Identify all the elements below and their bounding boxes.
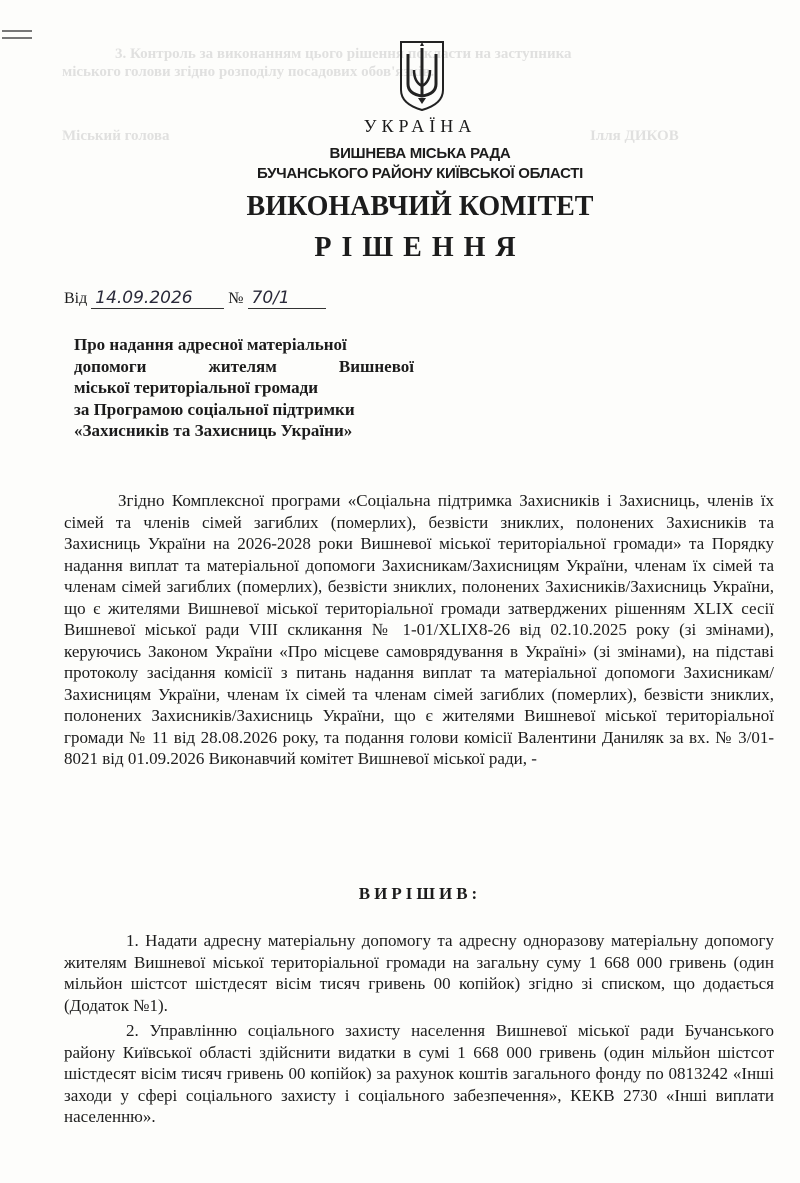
subject-line: Про надання адресної матеріальної bbox=[74, 335, 347, 354]
council-name: ВИШНЕВА МІСЬКА РАДА bbox=[329, 145, 511, 162]
document-type-title: РІШЕННЯ bbox=[314, 232, 526, 263]
date-label: Від bbox=[64, 290, 88, 307]
number-label: № bbox=[228, 290, 244, 307]
bleed-through-text: міського голови згідно розподілу посадових обов'язків. bbox=[62, 64, 435, 80]
resolved-heading: ВИРІШИВ: bbox=[358, 884, 482, 903]
subject-line: міської територіальної громади bbox=[74, 378, 318, 397]
bleed-through-text: Міський голова bbox=[62, 128, 170, 144]
scan-edge-mark bbox=[2, 30, 32, 32]
scan-edge-mark bbox=[2, 37, 32, 39]
bleed-through-text: Ілля ДИКОВ bbox=[590, 128, 679, 144]
coat-of-arms-trident-icon bbox=[398, 40, 446, 112]
handwritten-date: 14.09.2026 bbox=[91, 288, 224, 309]
date-number-line bbox=[64, 288, 326, 309]
resolution-item-1: 1. Надати адресну матеріальну допомогу та адресну одноразову матеріальну допомогу жителям Вишневої міської територіальної громади на загальну суму 1 668 000 гривень (один мільйон шістсот шістдесят вісім тисяч гривень 00 копійок) згідно зі списком, що додається (Додаток №1). bbox=[64, 931, 774, 1015]
resolution-item-2: 2. Управлінню соціального захисту населення Вишневої міської ради Бучанського району Київської області здійснити видатки в сумі 1 668 000 гривень (один мільйон шістсот шістдесят вісім тисяч гривень 00 копійок) за рахунок коштів загального фонду по 0813242 «Інші заходи у сфері соціального захисту і соціального забезпечення», КЕКВ 2730 «Інші виплати населенню». bbox=[64, 1021, 774, 1126]
subject-line: за Програмою соціальної підтримки bbox=[74, 399, 355, 419]
subject-line: «Захисників та Захисниць України» bbox=[74, 421, 353, 440]
subject-line: допомоги жителям Вишневої bbox=[74, 356, 414, 376]
committee-title: ВИКОНАВЧИЙ КОМІТЕТ bbox=[246, 191, 594, 222]
preamble-paragraph: Згідно Комплексної програми «Соціальна підтримка Захисників і Захисниць, членів їх сімей та членів сімей загиблих (померлих), безвісти зниклих, полонених Захисників та Захисниць України на 2026-2028 роки Вишневої міської територіальної громади» та Порядку надання виплат та матеріальної допомоги Захисникам/Захисницям України, членам їх сімей та членам сімей загиблих (померлих), безвісти зниклих, полонених Захисників/Захисниць України, що є жителями Вишневої міської територіальної громади затверджених рішенням XLIX сесії Вишневої міської ради VIII скликання № 1-01/XLIX8-26 від 02.10.2025 року (зі змінами), керуючись Законом України «Про місцеве самоврядування в Україні» (зі змінами), на підставі протоколу засідання комісії з питань надання виплат та матеріальної допомоги Захисникам/Захисницям України, членам їх сімей та членам сімей загиблих (померлих), безвісти зниклих, полонених Захисників/Захисниць України, що є жителями Вишневої міської територіальної громади № 11 від 28.08.2026 року, та подання голови комісії Валентини Даниляк за вх. № 3/01-8021 від 01.09.2026 Виконавчий комітет Вишневої міської ради, - bbox=[64, 491, 774, 768]
bleed-through-text: 3. Контроль за виконанням цього рішення покласти на заступника bbox=[115, 46, 572, 62]
decision-subject bbox=[74, 334, 414, 442]
district-name: БУЧАНСЬКОГО РАЙОНУ КИЇВСЬКОЇ ОБЛАСТІ bbox=[257, 165, 583, 182]
country-title: УКРАЇНА bbox=[363, 116, 477, 136]
handwritten-number: 70/1 bbox=[248, 288, 326, 309]
